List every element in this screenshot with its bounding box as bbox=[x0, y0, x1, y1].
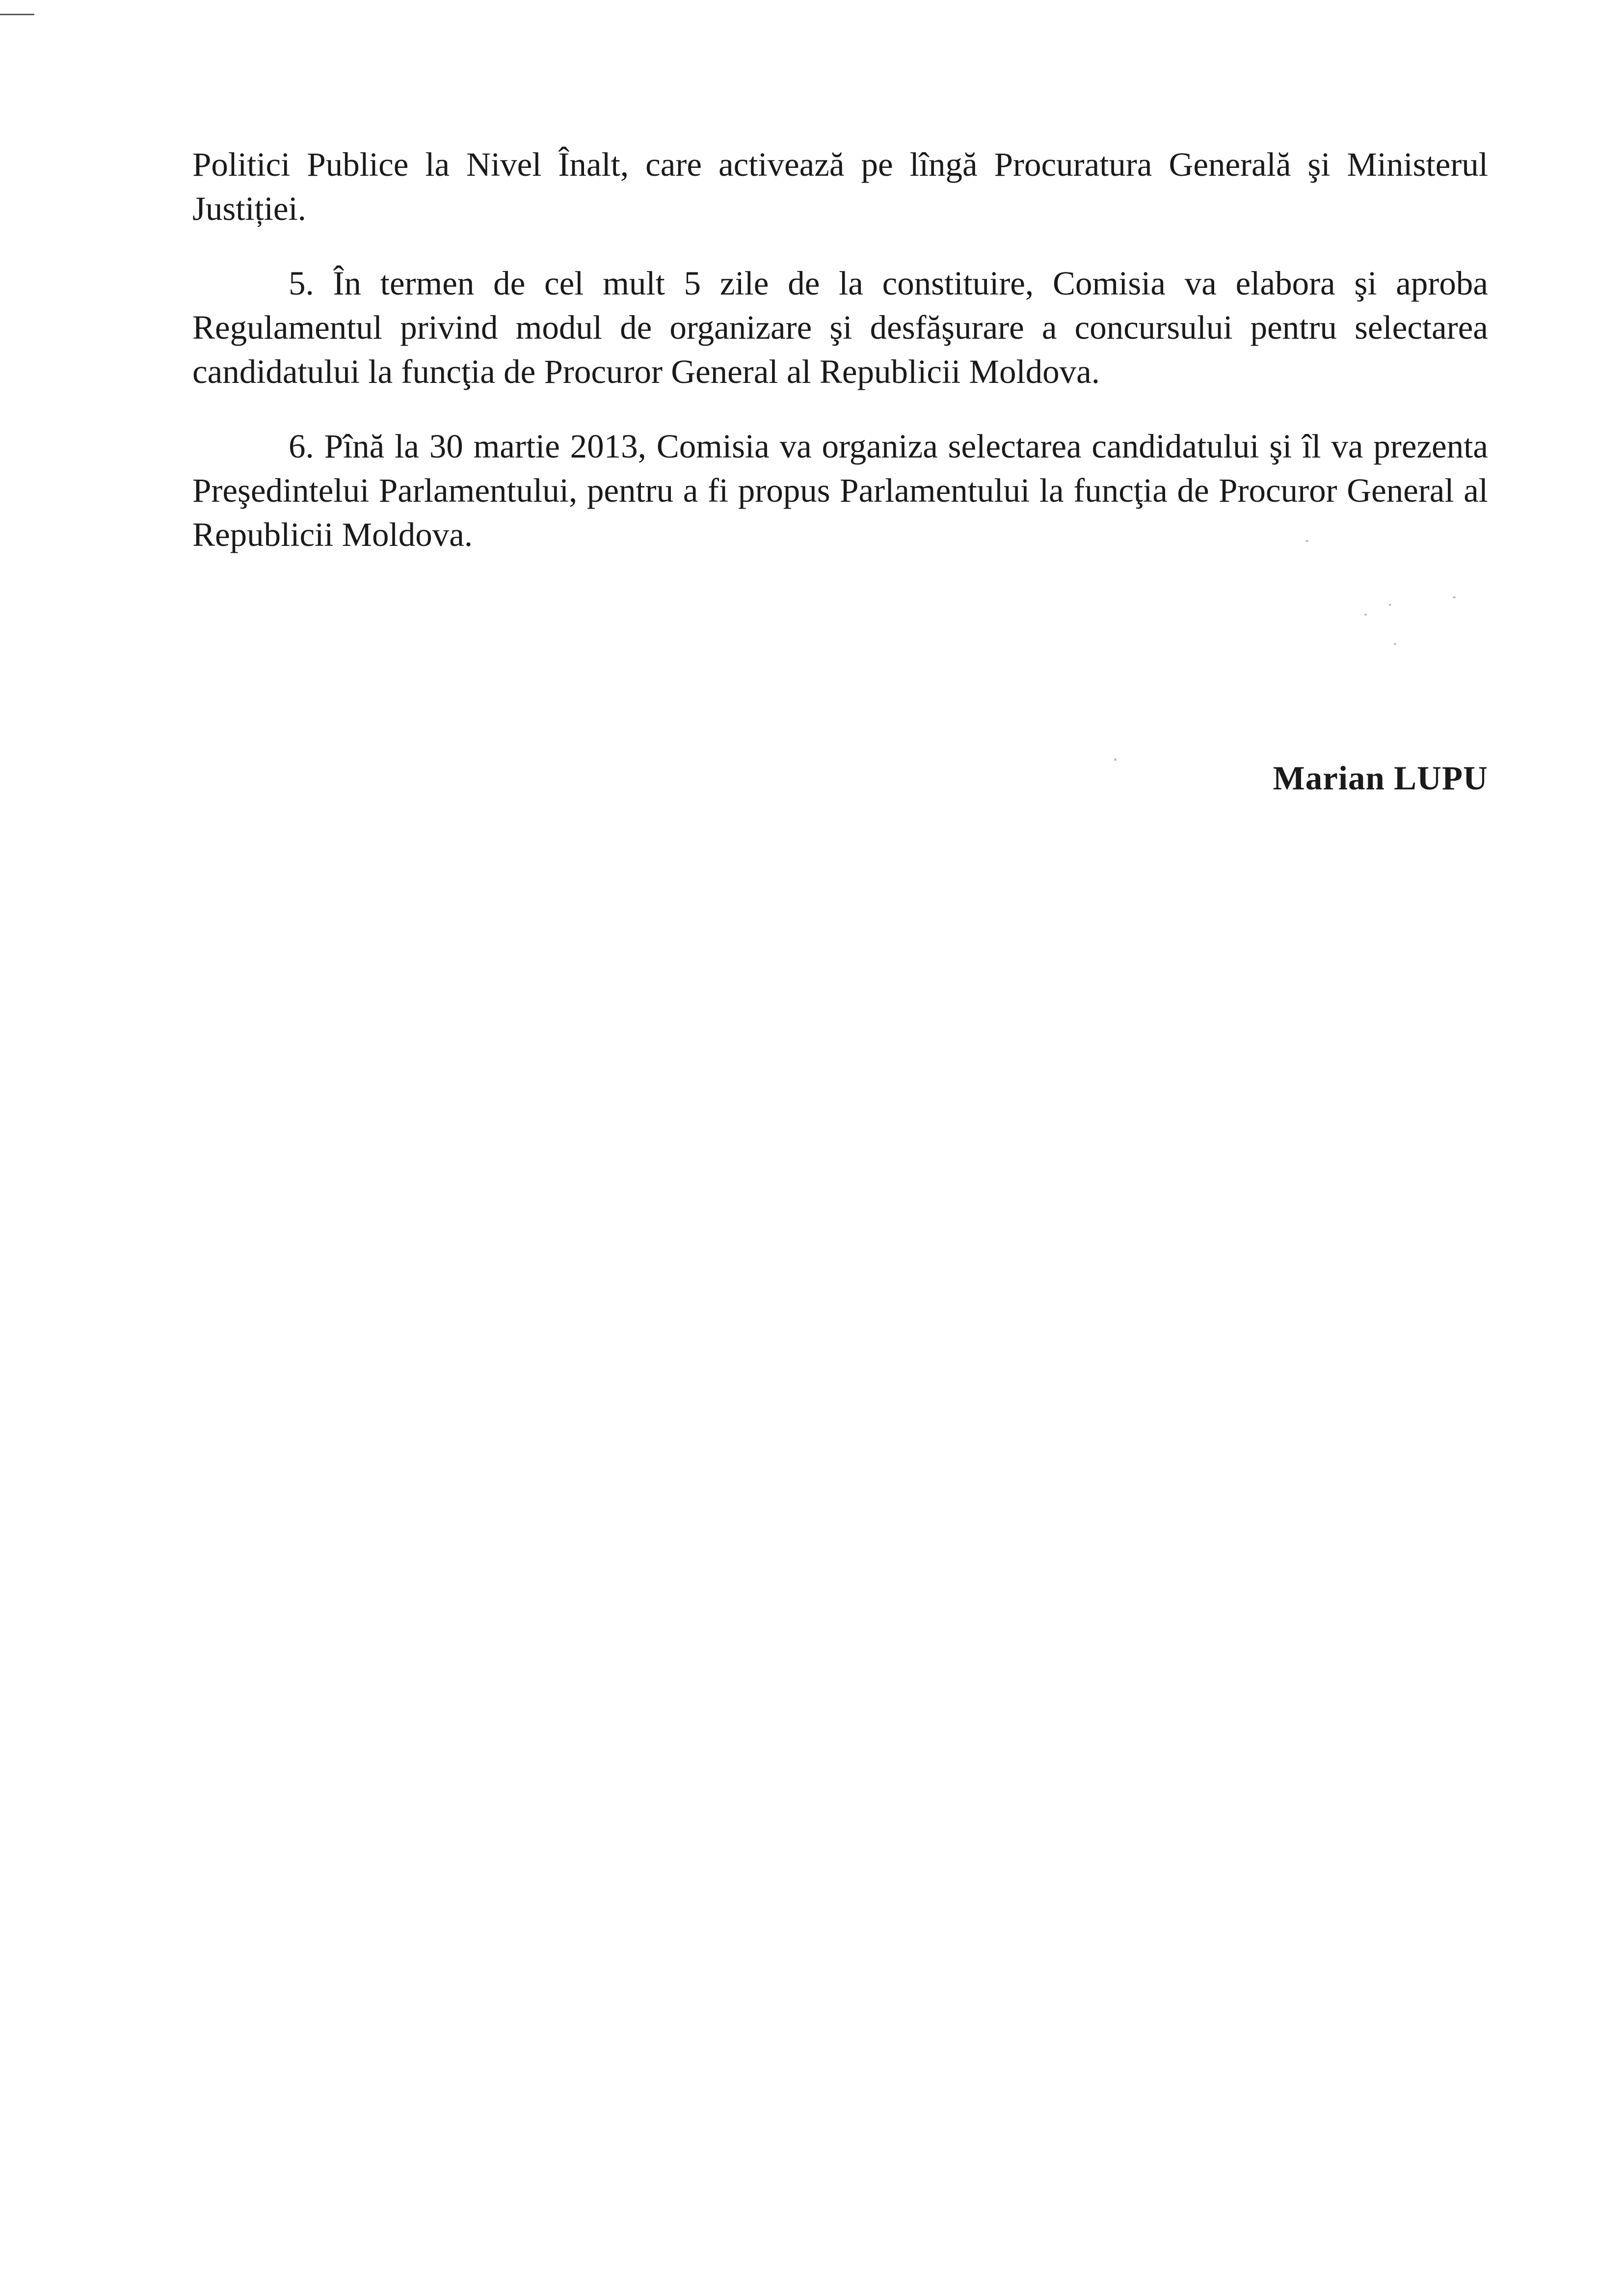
scan-speck bbox=[1114, 758, 1117, 761]
paragraph-point-5: 5. În termen de cel mult 5 zile de la constituire, Comisia va elabora şi aproba Regulamentul privind modul de organizare şi desfăşurare a concursului pentru selectarea candidatului la funcţia de Procuror General al Republicii Moldova. bbox=[192, 265, 1488, 390]
scan-speck bbox=[1305, 540, 1308, 542]
scan-speck bbox=[1394, 643, 1396, 645]
scan-speck bbox=[1453, 596, 1456, 598]
document-body bbox=[192, 142, 1488, 587]
signature-name: Marian LUPU bbox=[1273, 759, 1488, 797]
paragraph-point-6: 6. Pînă la 30 martie 2013, Comisia va organiza selectarea candidatului şi îl va prezenta Preşedintelui Parlamentului, pentru a fi propus Parlamentului la funcţia de Procuror General al Republicii Moldova. bbox=[192, 428, 1488, 553]
scan-edge-mark bbox=[0, 14, 34, 15]
scan-speck bbox=[1389, 604, 1391, 606]
paragraph-continuation: Politici Publice la Nivel Înalt, care activează pe lîngă Procuratura Generală şi Ministerul Justiției. bbox=[192, 146, 1488, 227]
scan-speck bbox=[1364, 614, 1367, 616]
